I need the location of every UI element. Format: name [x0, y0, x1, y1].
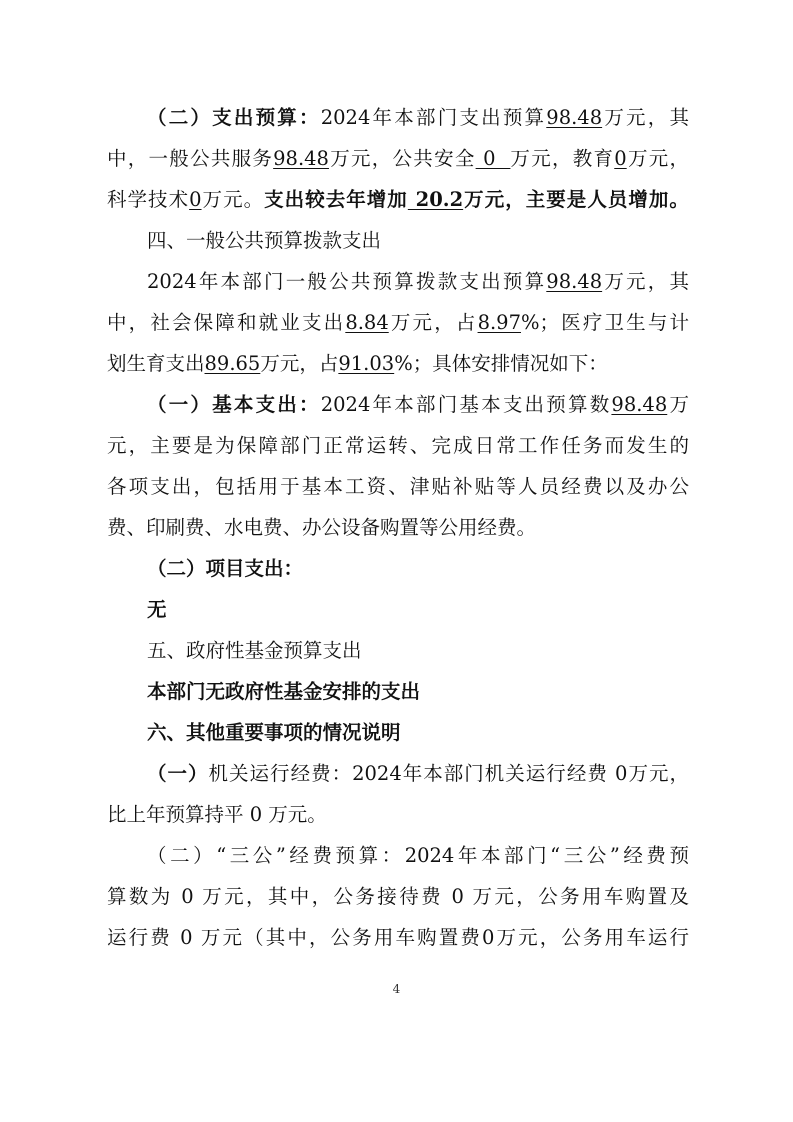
paragraph-line: [107, 921, 689, 955]
text: 机关运行经费：2024年本部门机关运行经费 0万元，: [208, 762, 689, 785]
underlined-value: 0: [189, 188, 202, 211]
bold-text: 本部门无政府性基金安排的支出: [147, 680, 421, 703]
paragraph-line: [147, 839, 689, 873]
underlined-value: 8.84: [345, 311, 389, 334]
text: 各项支出，包括用于基本工资、津贴补贴等人员经费以及办公: [107, 475, 689, 498]
underlined-value: 98.48: [273, 147, 329, 170]
underlined-value: 89.65: [204, 352, 261, 375]
text: 科学技术: [107, 188, 190, 211]
text: 万元，公共安全: [328, 147, 476, 170]
text: 万元，其: [602, 270, 689, 293]
heading-label: （一）: [147, 762, 209, 785]
paragraph-line: [147, 388, 689, 422]
paragraph-line: [147, 675, 729, 709]
paragraph-line: [107, 306, 689, 340]
paragraph-line: [107, 347, 689, 381]
text: 四、一般公共预算拨款支出: [147, 229, 382, 252]
paragraph-line: [147, 101, 689, 135]
text: 算数为 0 万元，其中，公务接待费 0 万元，公务用车购置及: [107, 885, 689, 908]
text: 万元，教育: [510, 147, 615, 170]
subsection-heading: [147, 552, 729, 586]
text: 中，一般公共服务: [107, 147, 274, 170]
text: 万元。: [201, 188, 265, 211]
heading-label: （二）项目支出：: [147, 557, 304, 580]
paragraph-line: [107, 183, 689, 217]
text: （二）“三公”经费预算：2024年本部门“三公”经费预: [147, 844, 689, 867]
underlined-value: 91.03: [338, 352, 395, 375]
underlined-value: 98.48: [546, 106, 603, 129]
text: 万元，其: [602, 106, 689, 129]
section-heading: [147, 224, 729, 258]
paragraph-line: [147, 265, 689, 299]
text: 万元，: [626, 147, 689, 170]
underlined-value: 0: [475, 147, 511, 170]
heading-label: （二）支出预算：: [147, 106, 321, 129]
text: %；医疗卫生与计: [520, 311, 689, 334]
paragraph-line: [147, 757, 689, 791]
paragraph-line: [107, 798, 689, 832]
text: %；具体安排情况如下：: [394, 352, 608, 375]
text: 万元，占: [388, 311, 478, 334]
paragraph-line: [147, 593, 729, 627]
text: 2024年本部门一般公共预算拨款支出预算: [147, 270, 547, 293]
underlined-value: 8.97: [477, 311, 521, 334]
underlined-value: 98.48: [546, 270, 603, 293]
heading-label: （一）基本支出：: [147, 393, 321, 416]
text: 2024年本部门基本支出预算数: [320, 393, 612, 416]
bold-text: 无: [147, 598, 167, 621]
paragraph-line: [107, 470, 689, 504]
text: 万: [667, 393, 689, 416]
heading-label: 六、其他重要事项的情况说明: [147, 721, 401, 744]
text: 2024年本部门支出预算: [320, 106, 547, 129]
text: 中，社会保障和就业支出: [107, 311, 346, 334]
underlined-value: 20.2: [407, 188, 464, 211]
page-number: 4: [392, 982, 401, 996]
paragraph-line: [107, 429, 689, 463]
bold-text: 万元，主要是人员增加。: [463, 188, 689, 211]
text: 运行费 0 万元（其中，公务用车购置费0万元，公务用车运行: [107, 926, 689, 949]
underlined-value: 98.48: [611, 393, 668, 416]
text: 比上年预算持平 0 万元。: [107, 803, 327, 826]
underlined-value: 0: [614, 147, 627, 170]
section-heading: [147, 634, 729, 668]
bold-text: 支出较去年增加: [264, 188, 408, 211]
text: 万元，占: [260, 352, 339, 375]
text: 费、印刷费、水电费、办公设备购置等公用经费。: [107, 516, 537, 539]
text: 划生育支出: [107, 352, 205, 375]
text: 元，主要是为保障部门正常运转、完成日常工作任务而发生的: [107, 434, 689, 457]
paragraph-line: [107, 142, 689, 176]
paragraph-line: [107, 511, 689, 545]
section-heading: [147, 716, 729, 750]
text: 五、政府性基金预算支出: [147, 639, 362, 662]
paragraph-line: [107, 880, 689, 914]
